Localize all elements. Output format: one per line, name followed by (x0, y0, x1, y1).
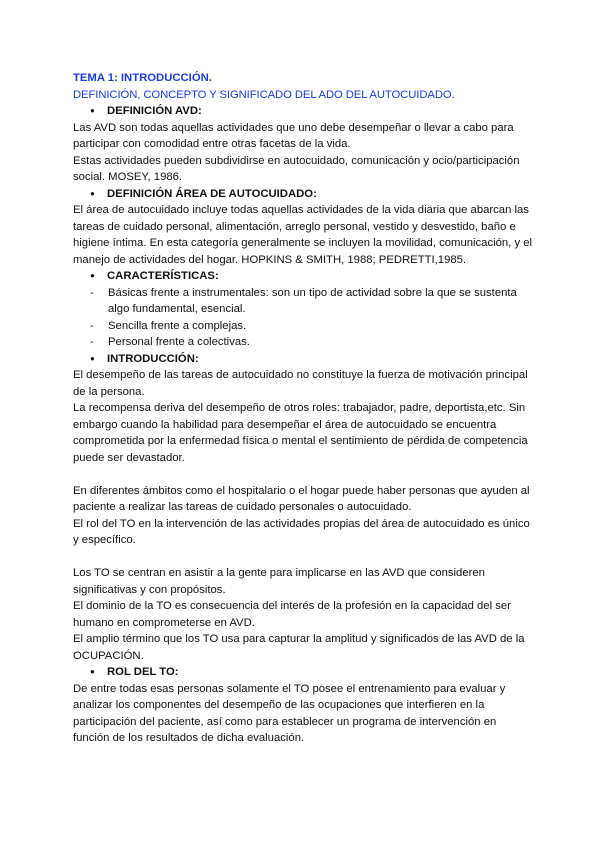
section-heading-avd (73, 103, 533, 120)
paragraph: La recompensa deriva del desempeño de otros roles: trabajador, padre, deportista,etc. Sin embargo cuando la habilidad para desempeñar el área de autocuidado se encuentra comprometida por la enfermedad física o mental el sentimiento de pérdida de competencia puede ser devastador. (73, 402, 528, 464)
heading-text: ROL DEL TO: (107, 666, 179, 678)
paragraph: Estas actividades pueden subdividirse en autocuidado, comunicación y ocio/participación social. MOSEY, 1986. (73, 154, 520, 183)
heading-text: CARACTERÍSTICAS: (107, 270, 219, 282)
document-page (73, 70, 533, 747)
list-item-text: Personal frente a colectivas. (108, 336, 250, 348)
list-item (73, 285, 533, 318)
bullet-icon: ● (90, 353, 95, 363)
paragraph: El amplio término que los TO usa para capturar la amplitud y significados de las AVD de la OCUPACIÓN. (73, 633, 525, 662)
bullet-icon: ● (90, 271, 95, 280)
list-item-text: Básicas frente a instrumentales: son un tipo de actividad sobre la que se sustenta algo fundamental, esencial. (108, 286, 517, 315)
list-item-text: Sencilla frente a complejas. (108, 319, 247, 332)
paragraph: Las AVD son todas aquellas actividades que uno debe desempeñar o llevar a cabo para participar con comodidad entre otras facetas de la vida. (73, 121, 514, 150)
heading-text: DEFINICIÓN ÁREA DE AUTOCUIDADO: (107, 187, 317, 200)
bullet-icon: ● (90, 188, 95, 198)
heading-text: INTRODUCCIÓN: (107, 352, 199, 365)
list-item (73, 334, 533, 351)
document-subtitle: DEFINICIÓN, CONCEPTO Y SIGNIFICADO DEL ADO DEL AUTOCUIDADO. (73, 88, 455, 101)
characteristics-list (73, 285, 533, 351)
bullet-icon: ● (90, 667, 95, 676)
blank-line (73, 549, 533, 566)
paragraph: El área de autocuidado incluye todas aquellas actividades de la vida diaria que abarcan las tareas de cuidado personal, alimentación, arreglo personal, vestido y desvestido, baño e higiene íntima. En esta categoría generalmente se incluyen la movilidad, comunicación, y el manejo de actividades del hogar. HOPKINS & SMITH, 1988; PEDRETTI,1985. (73, 204, 533, 266)
bullet-icon: ● (90, 106, 95, 115)
section-heading-rol (73, 664, 533, 681)
section-heading-area (73, 186, 533, 203)
document-title: TEMA 1: INTRODUCCIÓN. (73, 72, 212, 84)
paragraph: Los TO se centran en asistir a la gente para implicarse en las AVD que consideren significativas y con propósitos. (73, 567, 485, 596)
section-heading-caracteristicas (73, 268, 533, 285)
dash-icon: - (90, 336, 94, 348)
paragraph: El dominio de la TO es consecuencia del interés de la profesión en la capacidad del ser humano en comprometerse en AVD. (73, 600, 511, 629)
dash-icon: - (90, 286, 94, 299)
heading-text: DEFINICIÓN AVD: (107, 105, 202, 117)
paragraph: El rol del TO en la intervención de las actividades propias del área de autocuidado es único y específico. (73, 517, 530, 546)
blank-line (73, 466, 533, 483)
paragraph: De entre todas esas personas solamente el TO posee el entrenamiento para evaluar y analizar los componentes del desempeño de las ocupaciones que interfieren en la participación del paciente, así como para establecer un programa de intervención en función de los resultados de dicha evaluación. (73, 682, 506, 744)
dash-icon: - (90, 319, 94, 332)
paragraph: En diferentes ámbitos como el hospitalario o el hogar puede haber personas que ayuden al paciente a realizar las tareas de cuidado personales o autocuidado. (73, 484, 530, 513)
paragraph: El desempeño de las tareas de autocuidado no constituye la fuerza de motivación principal de la persona. (73, 369, 528, 398)
list-item (73, 318, 533, 335)
section-heading-introduccion (73, 351, 533, 368)
